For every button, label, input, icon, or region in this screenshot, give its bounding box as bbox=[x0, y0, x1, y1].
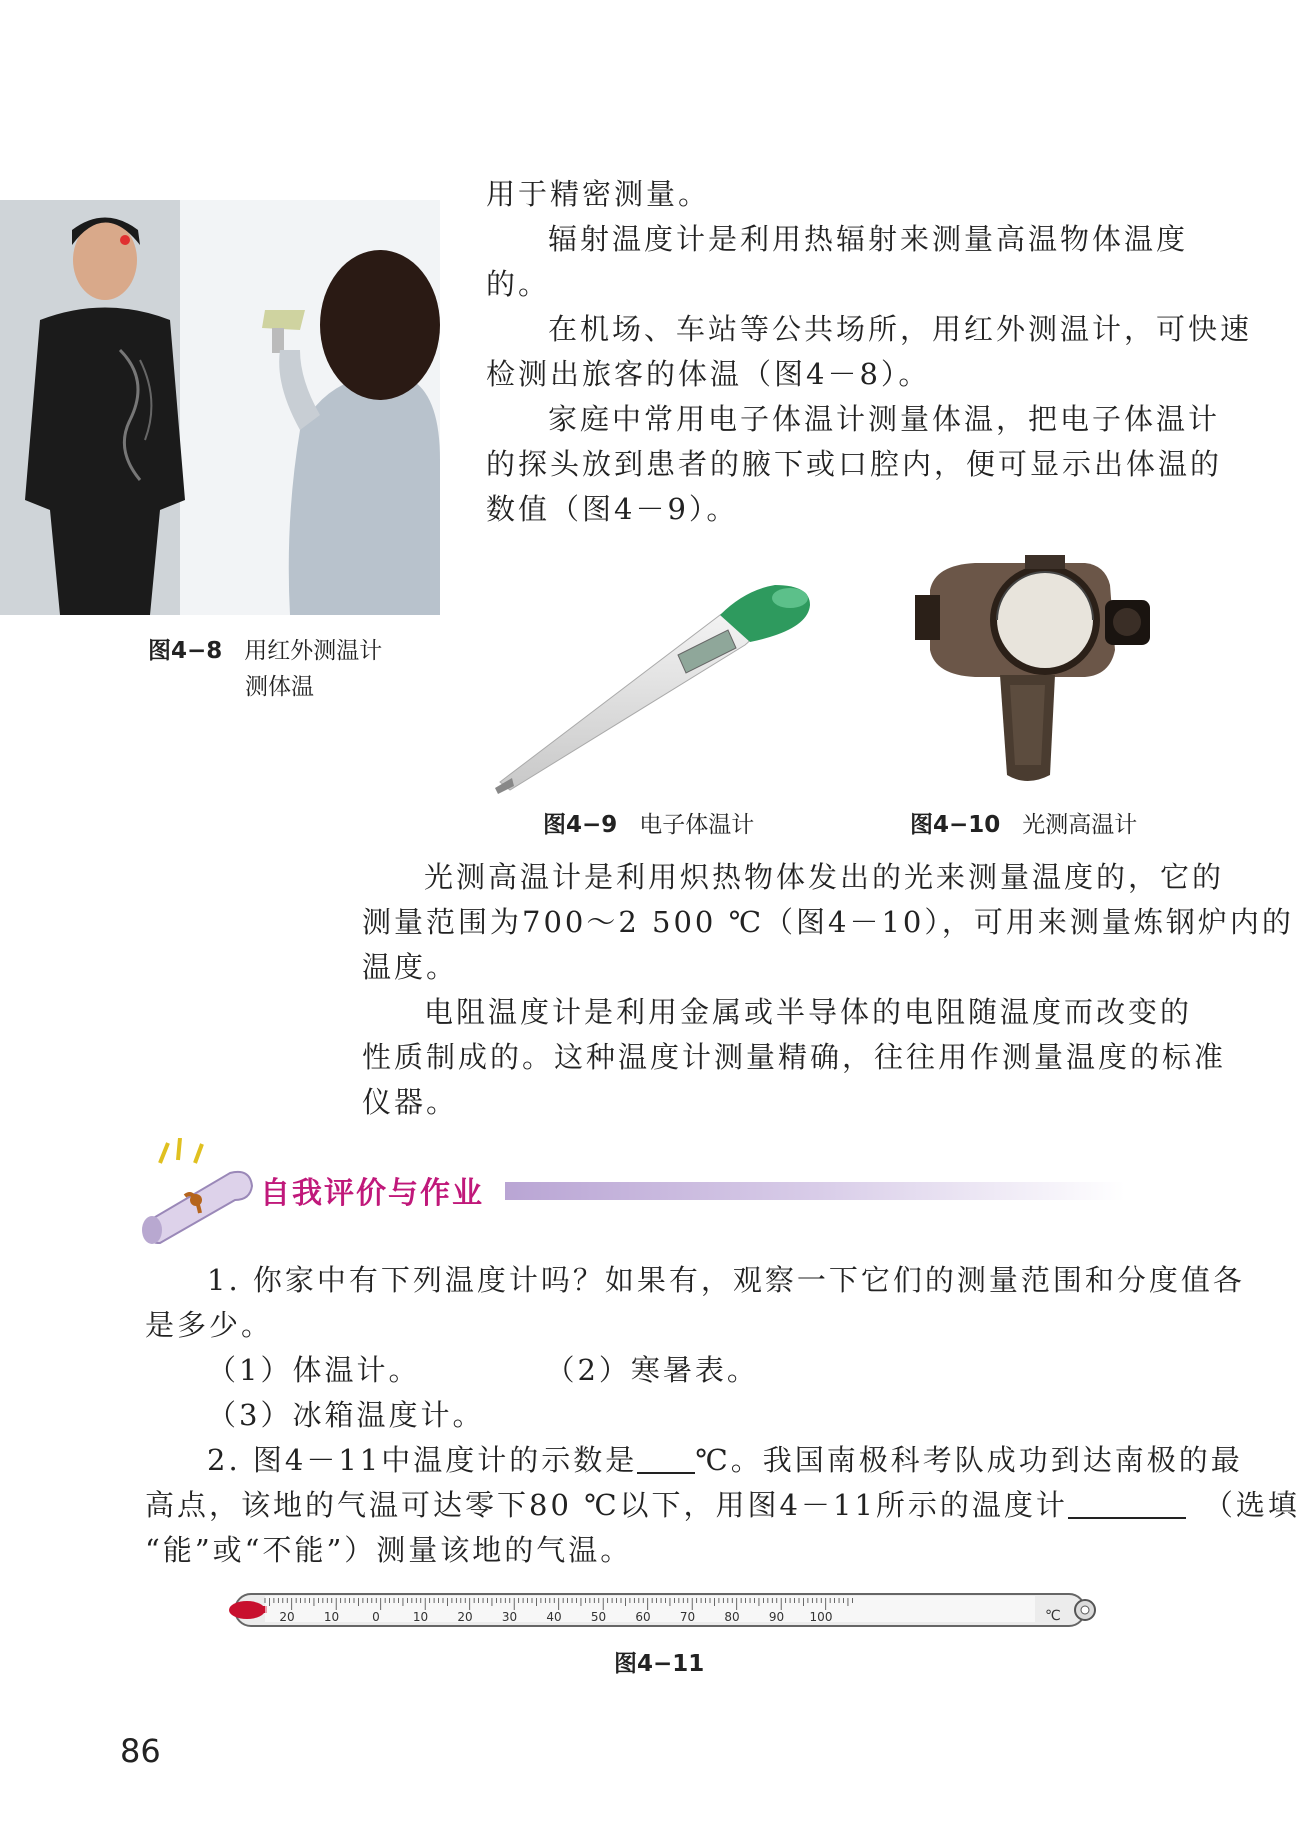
thermometer-tick-label: 10 bbox=[412, 1610, 429, 1624]
fig48-label: 图4−8 bbox=[148, 638, 223, 664]
thermometer-tick-label: 40 bbox=[546, 1610, 562, 1624]
text-line: 电阻温度计是利用金属或半导体的电阻随温度而改变的 bbox=[424, 995, 1193, 1029]
q2-line2 bbox=[145, 1483, 1300, 1528]
q2-text-c: 高点，该地的气温可达零下80 ℃以下，用图4－11所示的温度计 bbox=[145, 1488, 1068, 1522]
fig49-caption bbox=[543, 806, 754, 839]
text-line: 在机场、车站等公共场所，用红外测温计，可快速 bbox=[548, 312, 1253, 346]
fig48-photo bbox=[0, 200, 440, 615]
thermometer-tick-label: 90 bbox=[768, 1610, 785, 1624]
q1-option-2: （2）寒暑表。 bbox=[545, 1353, 759, 1387]
fig410-label: 图4−10 bbox=[910, 812, 1001, 838]
section-title: 自我评价与作业 bbox=[260, 1176, 484, 1211]
text-line: 的探头放到患者的腋下或口腔内，便可显示出体温的 bbox=[486, 447, 1223, 481]
fig411-caption bbox=[614, 1645, 704, 1678]
thermometer-tick-label: 60 bbox=[635, 1610, 651, 1624]
text-line: 光测高温计是利用炽热物体发出的光来测量温度的，它的 bbox=[424, 860, 1225, 894]
q2-line3: “能”或“不能”）测量该地的气温。 bbox=[145, 1533, 633, 1567]
top-text bbox=[486, 172, 1266, 532]
thermometer-tick-label: 100 bbox=[809, 1610, 833, 1624]
thermometer-unit: ℃ bbox=[1045, 1608, 1061, 1624]
thermometer-tick-label: 20 bbox=[279, 1610, 295, 1624]
page-number: 86 bbox=[120, 1732, 161, 1770]
thermometer-tick-label: 10 bbox=[323, 1610, 340, 1624]
fig411-thermometer bbox=[225, 1590, 1100, 1634]
thermometer-tick-label: 50 bbox=[590, 1610, 607, 1624]
q2-text-d: （选填 bbox=[1203, 1488, 1300, 1522]
text-line: 家庭中常用电子体温计测量体温，把电子体温计 bbox=[548, 402, 1221, 436]
q1-line2: 是多少。 bbox=[145, 1308, 274, 1342]
thermometer-tick-label: 80 bbox=[724, 1610, 740, 1624]
scroll-icon bbox=[140, 1138, 260, 1248]
fig49-image bbox=[490, 560, 820, 795]
text-line: 性质制成的。这种温度计测量精确，往往用作测量温度的标准 bbox=[362, 1040, 1227, 1074]
q2-text-b: ℃。我国南极科考队成功到达南极的最 bbox=[695, 1443, 1243, 1477]
q2-line1 bbox=[145, 1438, 1275, 1483]
fig410-caption-text: 光测高温计 bbox=[1022, 812, 1138, 838]
fig410-caption bbox=[910, 806, 1137, 839]
thermometer-tick-label: 20 bbox=[457, 1610, 473, 1624]
fig48-caption bbox=[148, 633, 448, 705]
section-divider bbox=[505, 1182, 1125, 1200]
text-line: 温度。 bbox=[362, 950, 459, 984]
text-line: 数值（图4－9）。 bbox=[486, 492, 739, 526]
q1-option-3: （3）冰箱温度计。 bbox=[207, 1398, 485, 1432]
q1-line1: 1. 你家中有下列温度计吗？如果有，观察一下它们的测量范围和分度值各 bbox=[207, 1263, 1245, 1297]
fig410-image bbox=[915, 555, 1165, 785]
text-line: 用于精密测量。 bbox=[486, 177, 711, 211]
text-line: 测量范围为700～2 500 ℃（图4－10），可用来测量炼钢炉内的 bbox=[362, 905, 1294, 939]
thermometer-tick-label: 70 bbox=[679, 1610, 696, 1624]
thermometer-liquid bbox=[247, 1606, 267, 1613]
q2-text-a: 2. 图4－11中温度计的示数是 bbox=[207, 1443, 638, 1477]
exercises bbox=[145, 1258, 1300, 1573]
q2-blank-2[interactable] bbox=[1068, 1489, 1186, 1519]
fig49-caption-text: 电子体温计 bbox=[639, 812, 755, 838]
mid-text bbox=[362, 855, 1294, 1125]
text-line: 的。 bbox=[486, 267, 551, 301]
thermometer-tick-label: 0 bbox=[372, 1610, 380, 1624]
q2-blank-1[interactable] bbox=[637, 1444, 695, 1474]
q1-option-1: （1）体温计。 bbox=[207, 1353, 421, 1387]
fig411-label: 图4−11 bbox=[614, 1651, 705, 1677]
text-line: 检测出旅客的体温（图4－8）。 bbox=[486, 357, 931, 391]
q1-options-row bbox=[145, 1348, 1275, 1393]
fig49-label: 图4−9 bbox=[543, 812, 618, 838]
thermometer-tick-label: 30 bbox=[501, 1610, 518, 1624]
text-line: 辐射温度计是利用热辐射来测量高温物体温度 bbox=[548, 222, 1189, 256]
fig48-caption-line2: 测体温 bbox=[245, 674, 314, 700]
fig48-caption-line1: 用红外测温计 bbox=[244, 638, 383, 664]
text-line: 仪器。 bbox=[362, 1085, 459, 1119]
